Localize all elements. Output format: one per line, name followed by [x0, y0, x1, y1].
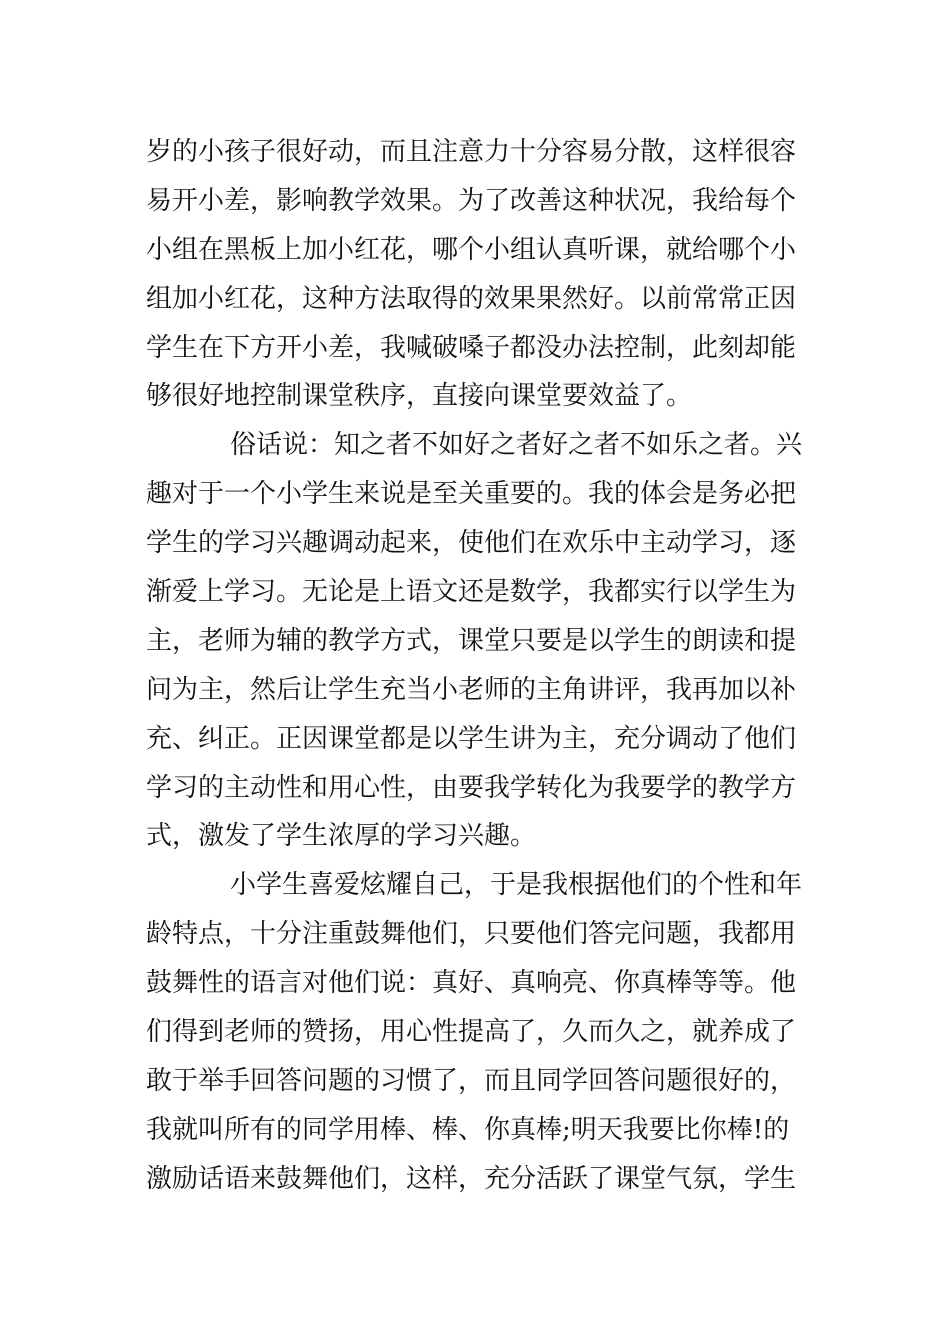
text-line: 龄特点，十分注重鼓舞他们，只要他们答完问题，我都用	[146, 919, 797, 950]
paragraph-first-line: 俗话说：知之者不如好之者好之者不如乐之者。兴	[230, 430, 803, 461]
text-line: 趣对于一个小学生来说是至关重要的。我的体会是务必把	[146, 479, 797, 510]
text-line: 渐爱上学习。无论是上语文还是数学，我都实行以学生为	[146, 577, 797, 608]
text-line: 组加小红花，这种方法取得的效果果然好。以前常常正因	[146, 283, 797, 314]
text-line: 学生在下方开小差，我喊破嗓子都没办法控制，此刻却能	[146, 332, 797, 363]
text-line: 鼓舞性的语言对他们说：真好、真响亮、你真棒等等。他	[146, 968, 797, 999]
text-line: 学习的主动性和用心性，由要我学转化为我要学的教学方	[146, 772, 797, 803]
text-line: 主，老师为辅的教学方式，课堂只要是以学生的朗读和提	[146, 625, 797, 656]
text-line: 敢于举手回答问题的习惯了，而且同学回答问题很好的，	[146, 1065, 797, 1096]
text-line: 们得到老师的赞扬，用心性提高了，久而久之，就养成了	[146, 1017, 797, 1048]
paragraph-first-line: 小学生喜爱炫耀自己，于是我根据他们的个性和年	[230, 870, 803, 901]
text-line: 够很好地控制课堂秩序，直接向课堂要效益了。	[146, 381, 693, 412]
text-line: 式，激发了学生浓厚的学习兴趣。	[146, 821, 537, 852]
text-line: 学生的学习兴趣调动起来，使他们在欢乐中主动学习，逐	[146, 528, 797, 559]
text-line: 我就叫所有的同学用棒、棒、你真棒;明天我要比你棒!的	[146, 1114, 790, 1145]
text-line: 充、纠正。正因课堂都是以学生讲为主，充分调动了他们	[146, 723, 797, 754]
text-line: 问为主，然后让学生充当小老师的主角讲评，我再加以补	[146, 674, 797, 705]
text-line: 激励话语来鼓舞他们，这样，充分活跃了课堂气氛，学生	[146, 1163, 797, 1194]
body-text	[146, 128, 816, 1204]
text-line: 小组在黑板上加小红花，哪个小组认真听课，就给哪个小	[146, 234, 797, 265]
text-line: 岁的小孩子很好动，而且注意力十分容易分散，这样很容	[146, 137, 797, 167]
text-line: 易开小差，影响教学效果。为了改善这种状况，我给每个	[146, 185, 797, 216]
